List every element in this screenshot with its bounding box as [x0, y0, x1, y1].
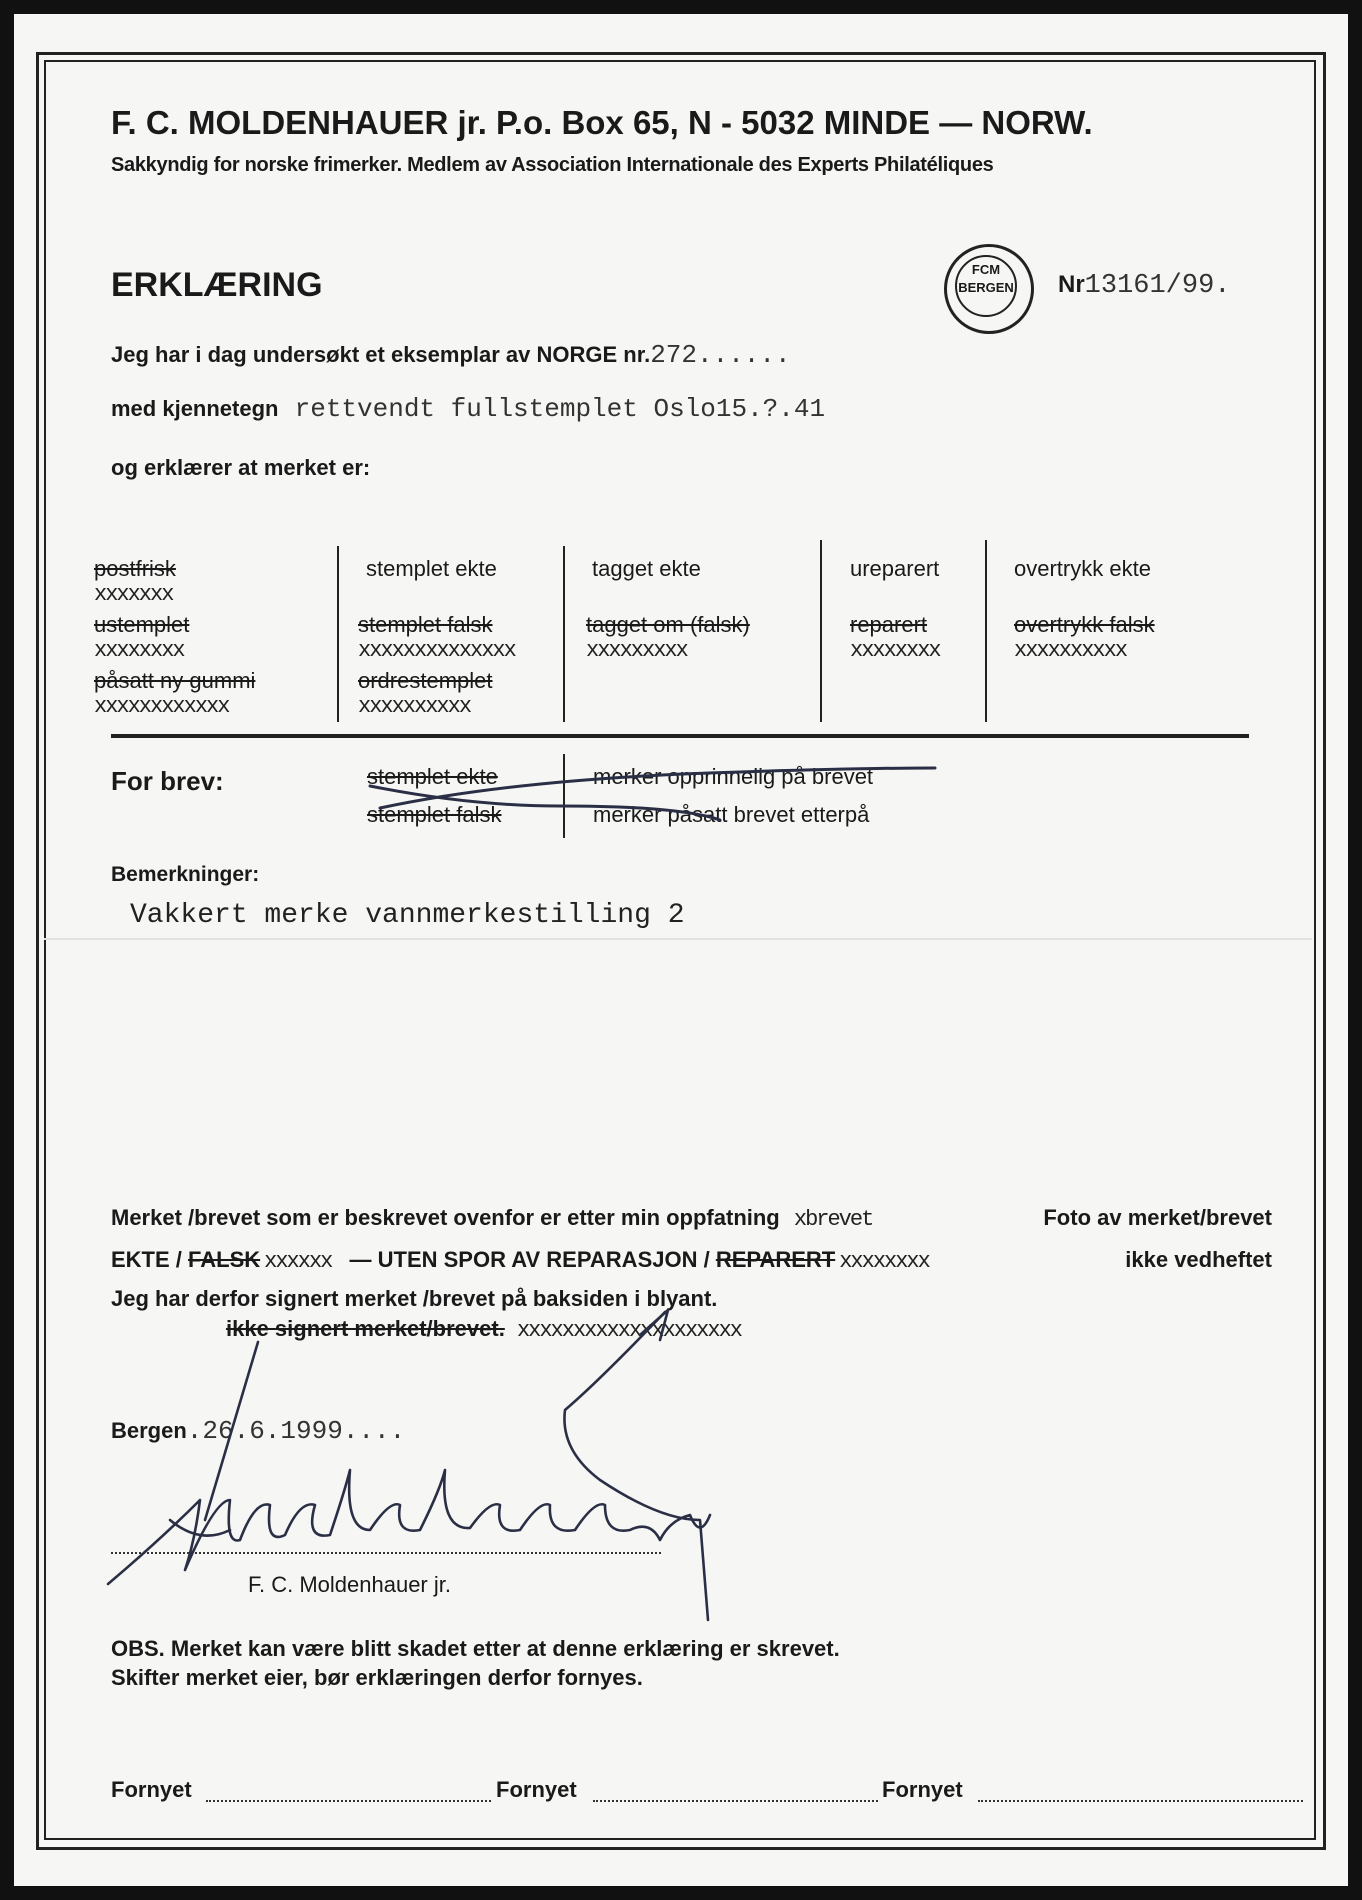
option-ustemplet: ustemplet [94, 612, 190, 637]
pen-stroke [170, 1520, 230, 1536]
renewal-line-3[interactable] [978, 1800, 1303, 1802]
signer-name: F. C. Moldenhauer jr. [248, 1572, 451, 1597]
option-overtrykk-falsk: overtrykk falsk [1014, 612, 1155, 637]
norge-number: 272...... [650, 340, 791, 370]
ekte-label: EKTE / [111, 1247, 182, 1272]
remarks-text: Vakkert merke vannmerkestilling 2 [130, 900, 685, 931]
renewal-label-3: Fornyet [882, 1777, 963, 1802]
renewal-line-2[interactable] [593, 1800, 878, 1802]
conclusion-line-3: Jeg har derfor signert merket /brevet på baksiden i blyant. [111, 1286, 718, 1311]
notice-line-2: Skifter merket eier, bør erklæringen derfor fornyes. [111, 1665, 643, 1690]
brevet-strike: xbrevet [793, 1207, 873, 1232]
place: Bergen [111, 1418, 187, 1443]
option-ordrestemplet-strike: xxxxxxxxxx [358, 694, 471, 719]
heading: ERKLÆRING [111, 266, 323, 304]
option-ordrestemplet: ordrestemplet [358, 668, 493, 693]
option-tagget-om: tagget om (falsk) [586, 612, 750, 637]
pen-stroke [205, 1342, 258, 1520]
option-tagget-ekte: tagget ekte [592, 556, 701, 581]
remarks-label: Bemerkninger: [111, 863, 260, 886]
option-pasatt-ny-gummi: påsatt ny gummi [94, 668, 256, 693]
photo-line-1: Foto av merket/brevet [1043, 1205, 1272, 1230]
falsk-strike: xxxxxx [264, 1249, 332, 1274]
option-ustemplet-strike: xxxxxxxx [94, 638, 184, 663]
notice-line-1: OBS. Merket kan være blitt skadet etter at denne erklæring er skrevet. [111, 1636, 840, 1661]
ikke-signert-strike: xxxxxxxxxxxxxxxxxxxx [516, 1318, 741, 1343]
letterhead-subtitle: Sakkyndig for norske frimerker. Medlem av Association Internationale des Experts Philatéliques [111, 154, 994, 176]
characteristics-label: med kjennetegn [111, 396, 279, 421]
pen-stroke [564, 1312, 708, 1620]
for-brev-stemplet-ekte: stemplet ekte [367, 764, 498, 789]
option-stemplet-falsk: stemplet falsk [358, 612, 493, 637]
letterhead-title: F. C. MOLDENHAUER jr. P.o. Box 65, N - 5032 MINDE — NORW. [111, 104, 1093, 141]
declaration-line: og erklærer at merket er: [111, 455, 371, 480]
option-reparert: reparert [850, 612, 928, 637]
renewal-line-1[interactable] [206, 1800, 491, 1802]
reparert-strike: xxxxxxxx [839, 1249, 929, 1274]
renewal-label-2: Fornyet [496, 1777, 577, 1802]
renewal-label-1: Fornyet [111, 1777, 192, 1802]
option-overtrykk-falsk-strike: xxxxxxxxxx [1014, 638, 1127, 663]
seal-text: FCM BERGEN [955, 255, 1017, 317]
option-overtrykk-ekte: overtrykk ekte [1014, 556, 1151, 581]
option-pasatt-ny-gummi-strike: xxxxxxxxxxxx [94, 694, 229, 719]
option-stemplet-falsk-strike: xxxxxxxxxxxxxx [358, 638, 515, 663]
option-ureparert: ureparert [850, 556, 940, 581]
option-postfrisk-strike: xxxxxxx [94, 582, 173, 607]
for-brev-opprinnelig: merker opprinnelig på brevet [593, 764, 874, 789]
cross-out-stroke [370, 768, 935, 820]
for-brev-label: For brev: [111, 766, 224, 796]
photo-line-2: ikke vedheftet [1125, 1247, 1272, 1272]
number-value: 13161/99. [1084, 271, 1231, 301]
falsk-label: FALSK [188, 1247, 261, 1272]
reparert-label: REPARERT [715, 1247, 836, 1272]
for-brev-pasatt: merker påsatt brevet etterpå [593, 802, 870, 827]
pen-stroke [108, 1470, 710, 1584]
ikke-signert-label: ikke signert merket/brevet. [226, 1316, 505, 1341]
characteristics-value: rettvendt fullstemplet Oslo15.?.41 [294, 394, 826, 424]
number-label: Nr [1058, 271, 1085, 298]
uten-spor-label: — UTEN SPOR AV REPARASJON / [349, 1247, 710, 1272]
for-brev-stemplet-falsk: stemplet falsk [367, 802, 502, 827]
examined-label: Jeg har i dag undersøkt et eksemplar av NORGE nr. [111, 342, 651, 367]
option-tagget-om-strike: xxxxxxxxx [586, 638, 687, 663]
date: .26.6.1999.... [186, 1416, 406, 1446]
option-stemplet-ekte: stemplet ekte [366, 556, 497, 581]
option-reparert-strike: xxxxxxxx [850, 638, 940, 663]
conclusion-line-1-text: Merket /brevet som er beskrevet ovenfor er etter min oppfatning [111, 1205, 780, 1230]
option-postfrisk: postfrisk [94, 556, 176, 581]
